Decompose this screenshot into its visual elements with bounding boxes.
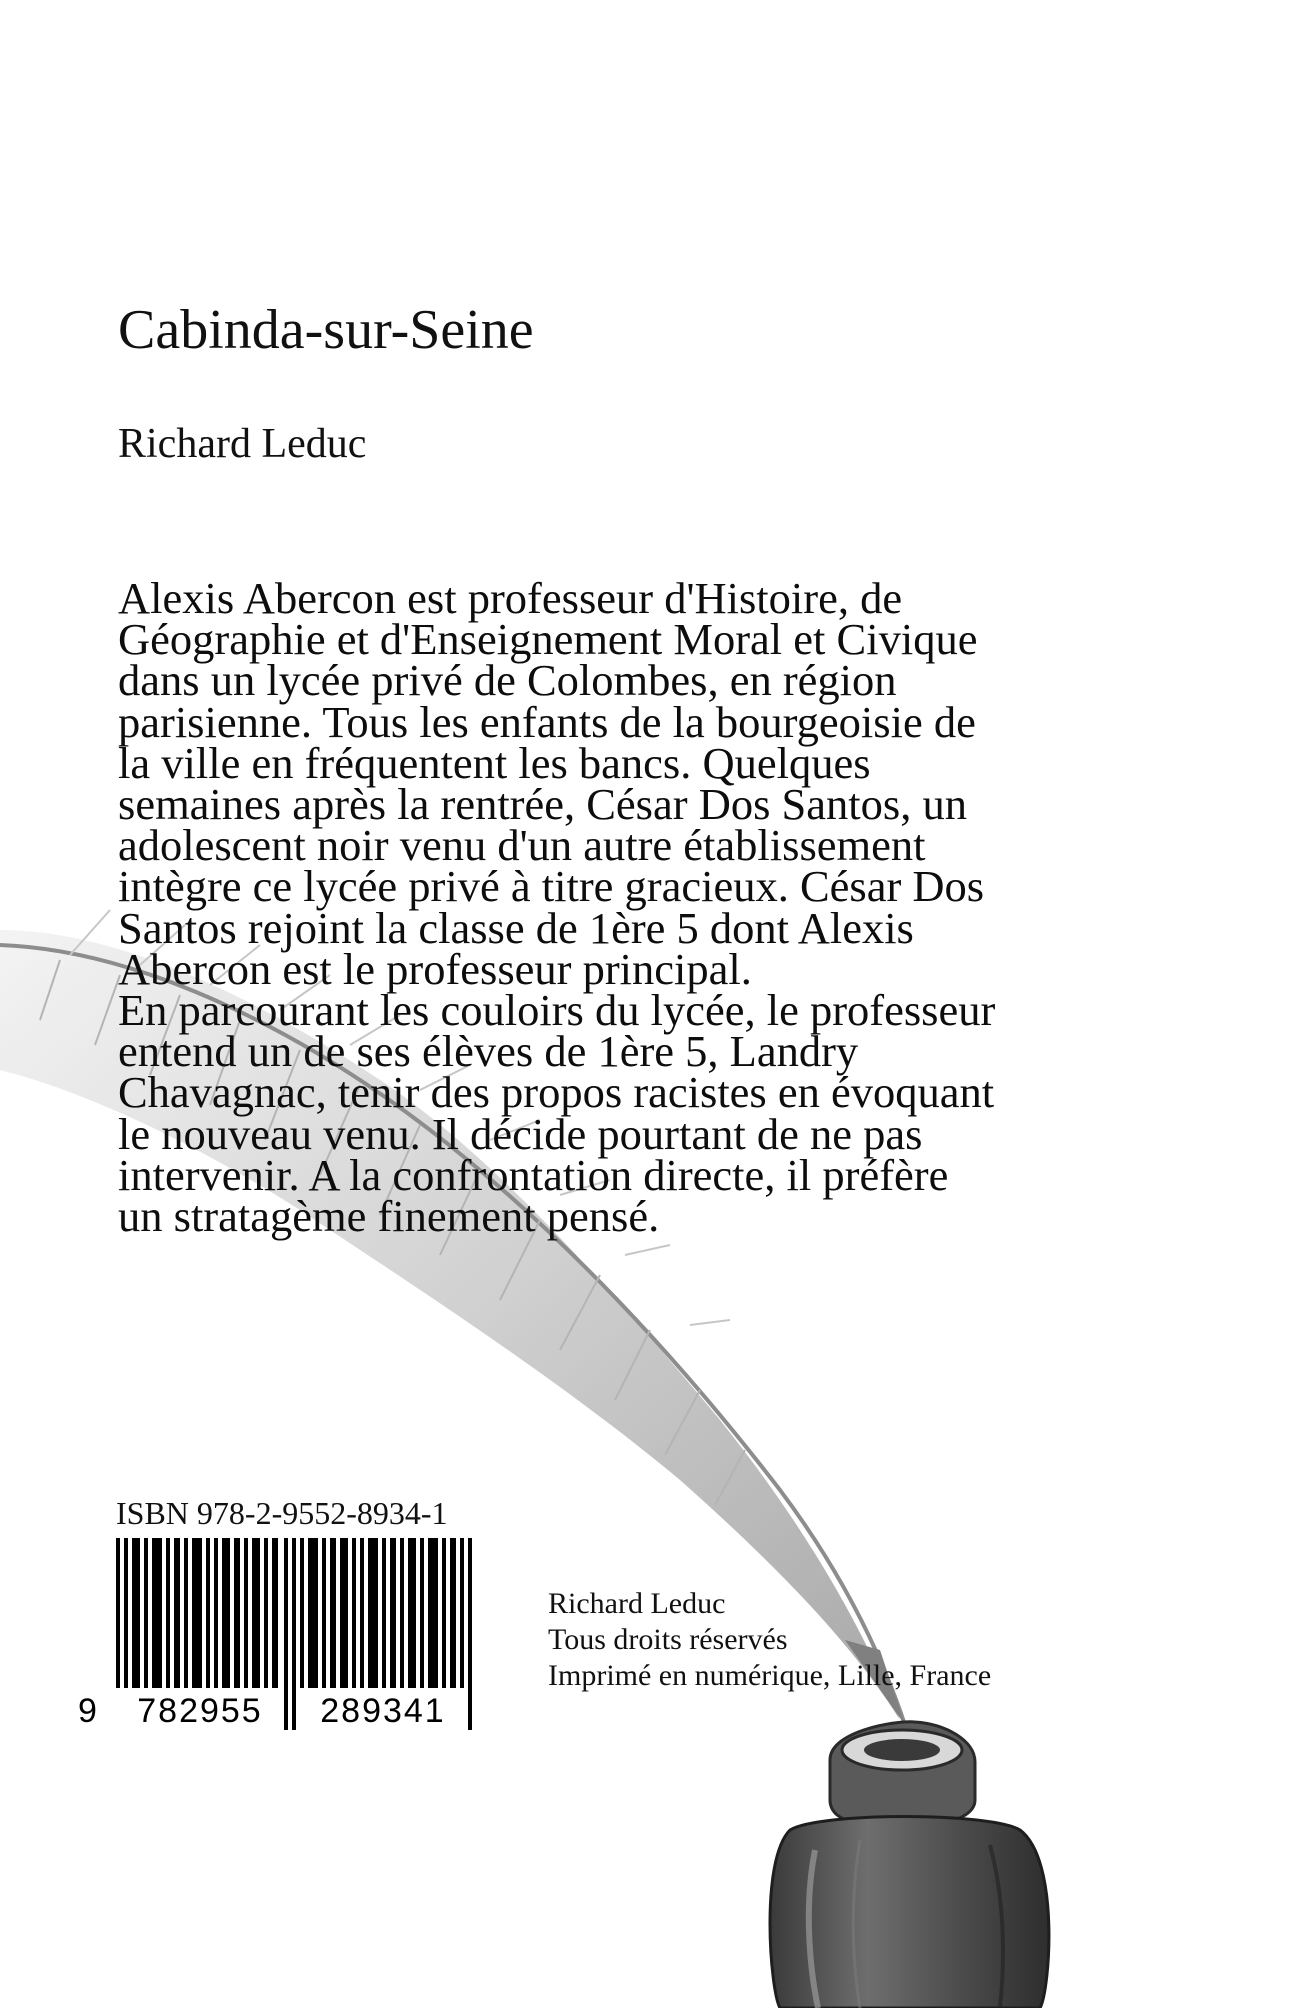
blurb-paragraph-2: En parcourant les couloirs du lycée, le professeur entend un de ses élèves de 1ère 5, Landry Chavagnac, tenir des propos racistes en évoquant le nouveau venu. Il décide pourtant de ne pas intervenir. A la confrontation directe, il préfère un stratagème finement pensé. <box>118 985 996 1242</box>
barcode-left-digits: 782955 <box>116 1688 284 1734</box>
barcode-digits <box>78 1688 490 1734</box>
imprint-printing: Imprimé en numérique, Lille, France <box>548 1659 992 1692</box>
book-title: Cabinda-sur-Seine <box>118 299 534 361</box>
imprint-author: Richard Leduc <box>548 1587 726 1620</box>
blurb-paragraph-1: Alexis Abercon est professeur d'Histoire, de Géographie et d'Enseignement Moral et Civique dans un lycée privé de Colombes, en région parisienne. Tous les enfants de la bourgeoisie de la ville en fréquentent les bancs. Quelques semaines après la rentrée, César Dos Santos, un adolescent noir venu d'un autre établissement intègre ce lycée privé à titre gracieux. César Dos Santos rejoint la classe de 1ère 5 dont Alexis Abercon est le professeur principal. <box>118 573 985 994</box>
barcode-first-digit: 9 <box>78 1692 97 1730</box>
barcode-right-digits: 289341 <box>300 1688 466 1734</box>
book-author: Richard Leduc <box>118 421 367 467</box>
book-blurb <box>118 573 998 1242</box>
isbn-label: ISBN 978-2-9552-8934-1 <box>116 1495 448 1531</box>
imprint-block <box>548 1586 991 1694</box>
imprint-rights: Tous droits réservés <box>548 1623 788 1656</box>
